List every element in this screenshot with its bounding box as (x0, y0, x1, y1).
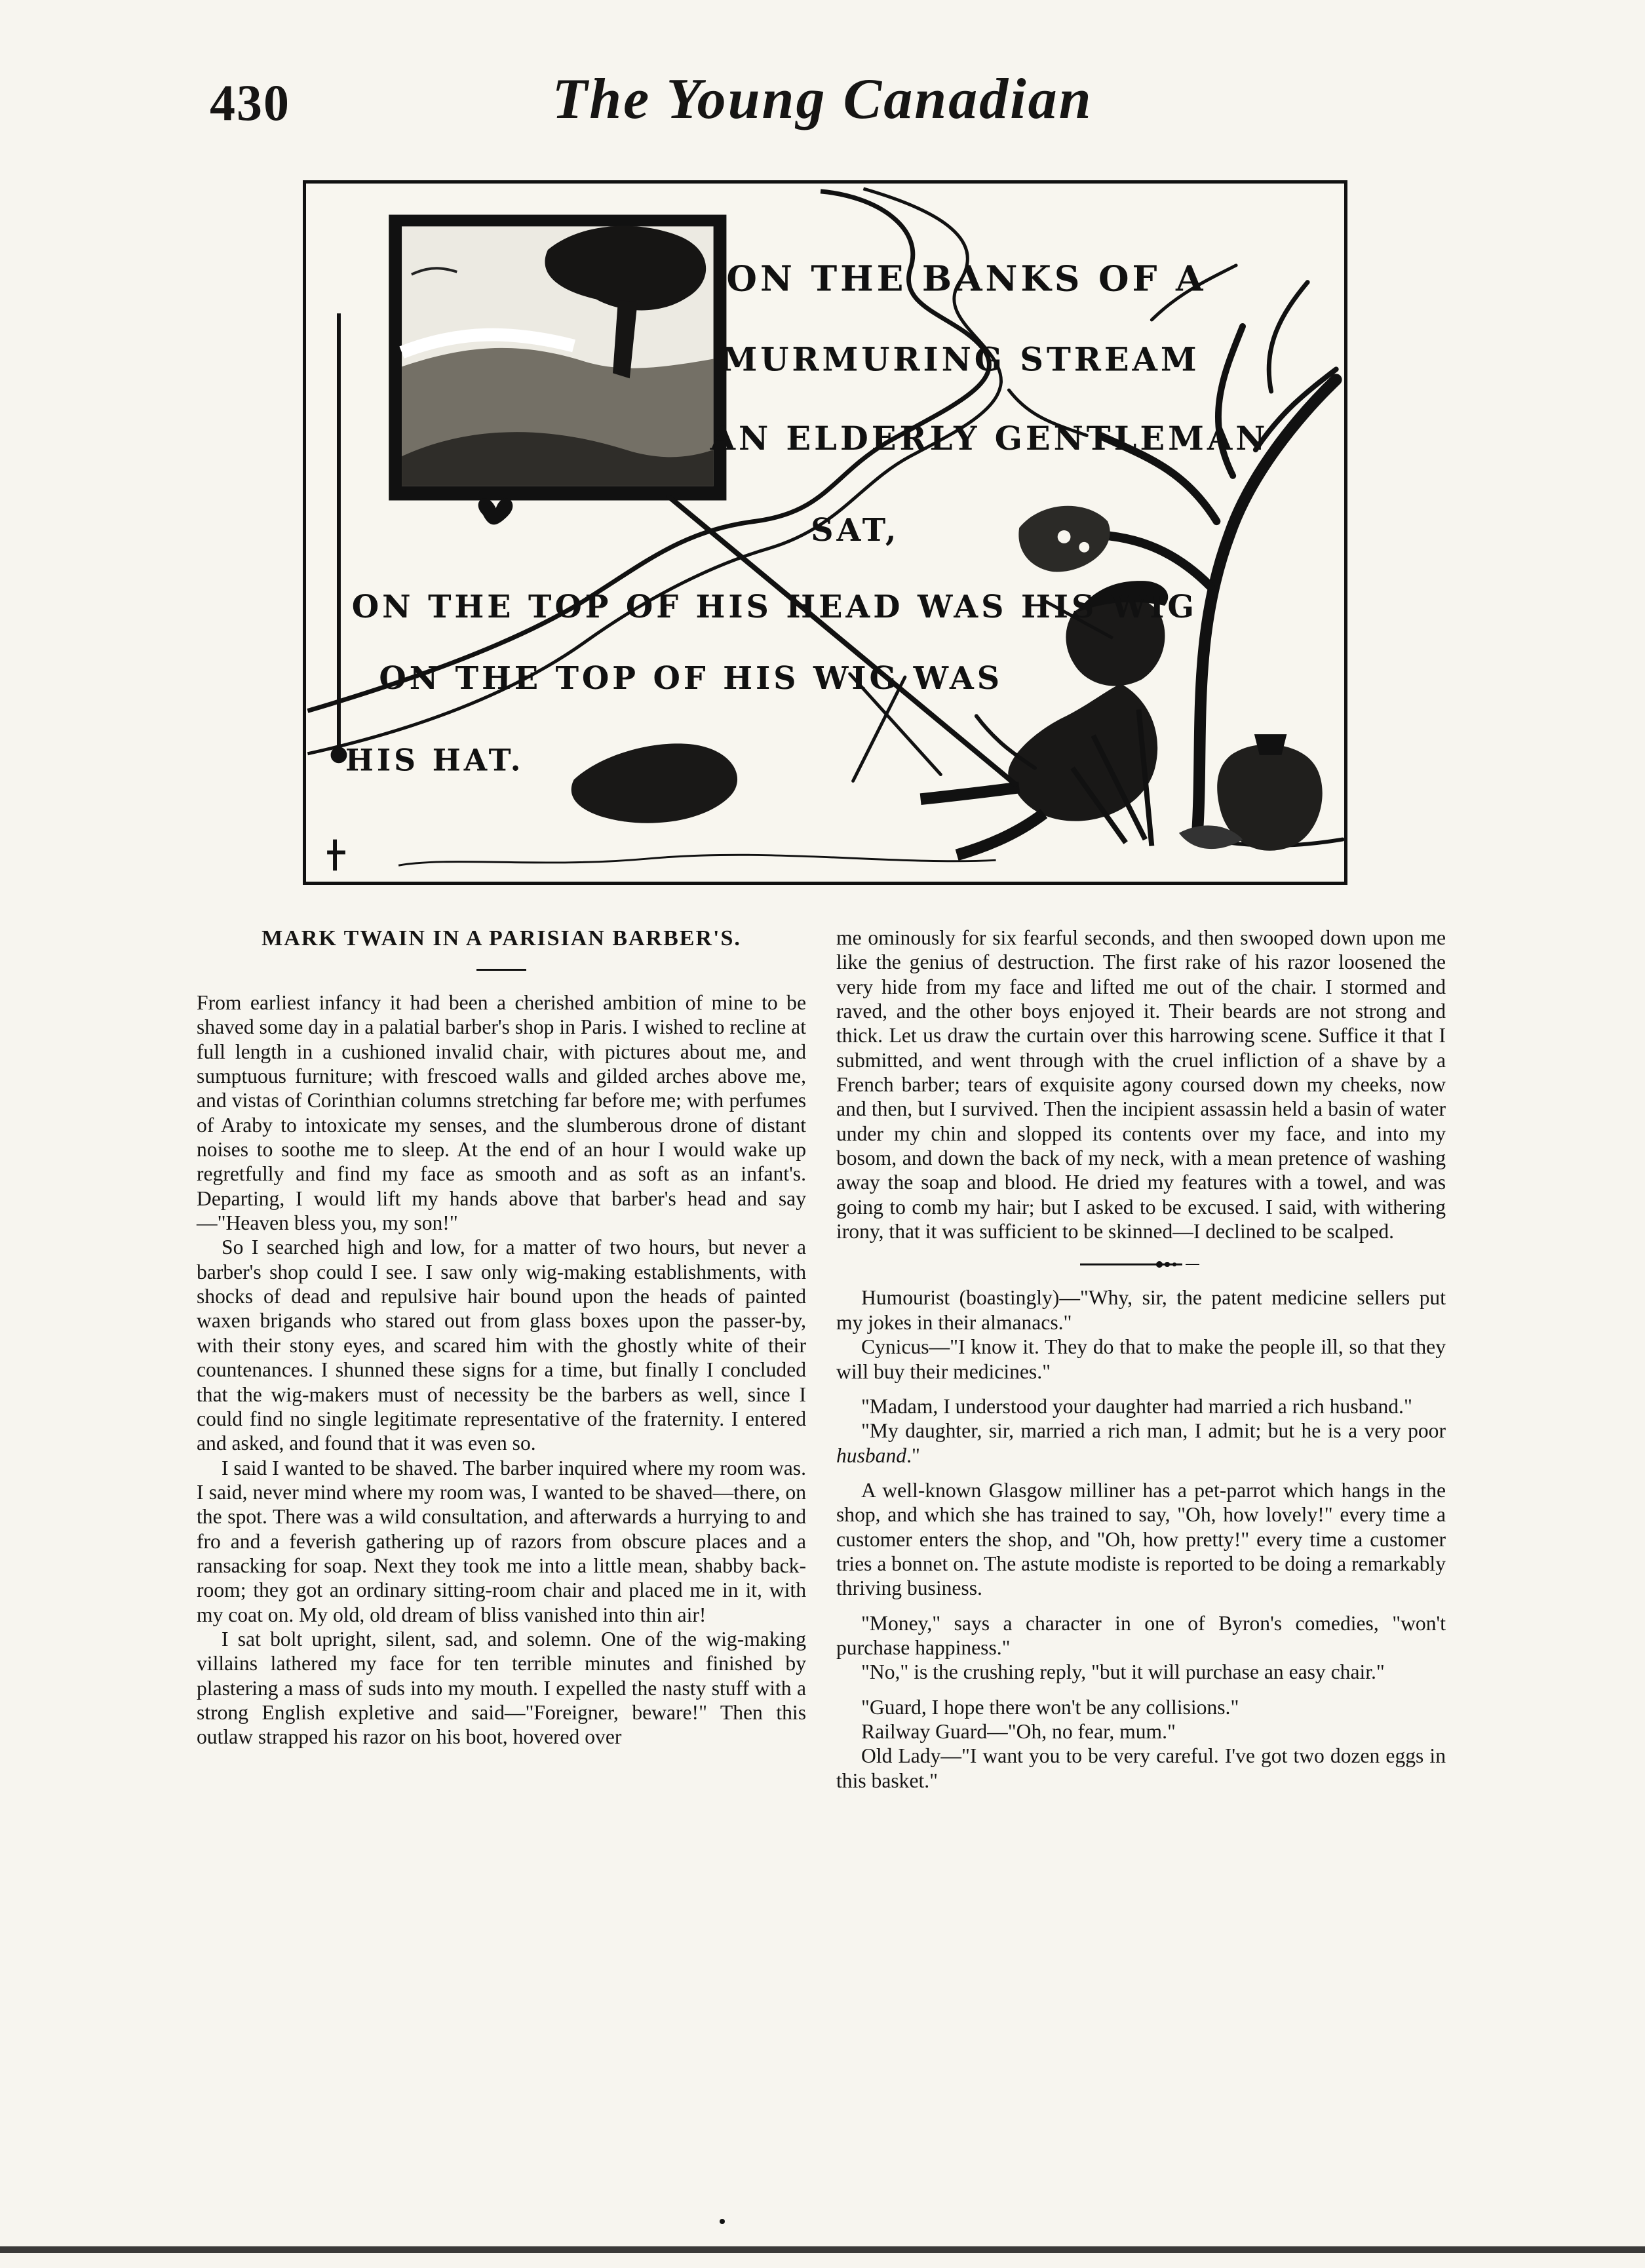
right-column (836, 926, 1446, 1793)
page-number: 430 (210, 74, 290, 131)
anecdote-paragraph: "Money," says a character in one of Byron's comedies, "won't purchase happiness." (836, 1611, 1446, 1659)
illustration (303, 180, 1347, 885)
illustration-line-3: AN ELDERLY GENTLEMAN (710, 419, 1269, 458)
article-title: MARK TWAIN IN A PARISIAN BARBER'S. (261, 926, 741, 950)
anecdote-paragraph: "Madam, I understood your daughter had married a rich husband." (861, 1394, 1412, 1418)
article-paragraph: I sat bolt upright, silent, sad, and solemn. One of the wig-making villains lathered my face for ten terrible minutes and finished by plastering a mass of suds into my mouth. I expelled the nasty stuff with a strong English expletive and said—"Foreigner, beware!" Then this outlaw strapped his razor on his boot, hovered over (197, 1627, 806, 1749)
article-continuation: me ominously for six fearful seconds, and then swooped down upon me like the genius of destruction. The first rake of his razor loosened the very hide from my face and lifted me out of the chair. I stormed and raved, and the other boys enjoyed it. Their beards are not strong and thick. Let us draw the curtain over this harrowing scene. Suffice it that I submitted, and went through with the cruel infliction of a shave by a French barber; tears of exquisite agony coursed down my cheeks, now and then, but I survived. Then the incipient assassin held a basin of water under my chin and slopped its contents over my face, and into my bosom, and down the back of my neck, with a mean pretence of washing away the soap and blood. He dried my features with a towel, and was going to comb my hair; but I asked to be excused. I said, with withering irony, that it was sufficient to be skinned—I declined to be scalped. (836, 926, 1446, 1243)
title-rule (476, 969, 526, 971)
anecdote-paragraph: Old Lady—"I want you to be very careful. I've got two dozen eggs in this basket." (836, 1744, 1446, 1792)
left-column (197, 926, 806, 1750)
anecdote-paragraph: A well-known Glasgow milliner has a pet-parrot which hangs in the shop, and which she has trained to say, "Oh, how lovely!" every time a customer enters the shop, and "Oh, how pretty!" every time a customer tries a bonnet on. The astute modiste is reported to be doing a remarkably thriving business. (836, 1478, 1446, 1600)
ornamental-separator (836, 1243, 1446, 1285)
anecdote-paragraph: Railway Guard—"Oh, no fear, mum." (861, 1719, 1176, 1743)
anecdote-paragraph: "No," is the crushing reply, "but it will purchase an easy chair." (861, 1660, 1385, 1684)
anecdote-paragraph (836, 1418, 1446, 1468)
running-title: The Young Canadian (552, 68, 1093, 131)
article-paragraph: So I searched high and low, for a matter of two hours, but never a barber's shop could I see. I saw only wig-making establishments, with shocks of dead and repulsive hair bound upon the heads of painted waxen brigands who stared out from glass boxes upon the passer-by, with their stony eyes, and scared him with the ghostly white of their countenances. I shunned these signs for a time, but finally I concluded that the wig-makers must of necessity be the barbers as well, since I could find no single legitimate representative of the fraternity. I entered and asked, and found that it was even so. (197, 1236, 806, 1455)
illustration-line-6: ON THE TOP OF HIS WIG WAS (379, 659, 1003, 697)
anecdote-paragraph: "Guard, I hope there won't be any collisions." (861, 1695, 1239, 1719)
illustration-drawing (306, 184, 1344, 882)
illustration-line-4: SAT, (811, 511, 900, 549)
page-dot (720, 2219, 725, 2224)
anecdote-text: ." (906, 1443, 920, 1467)
illustration-line-5: ON THE TOP OF HIS HEAD WAS HIS WIG (351, 588, 1197, 625)
separator-ornament (1077, 1257, 1205, 1272)
bottom-rule (0, 2246, 1645, 2253)
article-paragraph: From earliest infancy it had been a cherished ambition of mine to be shaved some day in a palatial barber's shop in Paris. I wished to recline at full length in a cushioned invalid chair, with pictures about me, and sumptuous furniture; with frescoed walls and gilded arches above me, and vistas of Corinthian columns stretching far before me; with perfumes of Araby to intoxicate my senses, and the slumberous drone of distant noises to soothe me to sleep. At the end of an hour I would wake up regretfully and find my face as smooth and as soft as an infant's. Departing, I would lift my hands above that barber's head and say—"Heaven bless you, my son!" (197, 991, 806, 1235)
article-paragraph: I said I wanted to be shaved. The barber inquired where my room was. I said, never mind where my room was, I wanted to be shaved—there, on the spot. There was a wild consultation, and afterwards a hurrying to and fro and a feverish gathering up of razors from obscure places and a ransacking for soap. Next they took me into a little mean, shabby back-room; they got an ordinary sitting-room chair and placed me in it, with my coat on. My old, old dream of bliss vanished into thin air! (197, 1456, 806, 1626)
anecdote-text: "My daughter, sir, married a rich man, I admit; but he is a very poor (861, 1419, 1446, 1443)
anecdote-paragraph: Cynicus—"I know it. They do that to make the people ill, so that they will buy their medicines." (836, 1335, 1446, 1383)
illustration-line-1: ON THE BANKS OF A (726, 258, 1207, 300)
illustration-line-2: MURMURING STREAM (721, 340, 1200, 379)
inset-landscape-picture (389, 215, 726, 501)
anecdote-paragraph: Humourist (boastingly)—"Why, sir, the patent medicine sellers put my jokes in their almanacs." (836, 1286, 1446, 1334)
italic-word: husband (836, 1443, 907, 1467)
illustration-line-7: HIS HAT. (345, 742, 524, 778)
